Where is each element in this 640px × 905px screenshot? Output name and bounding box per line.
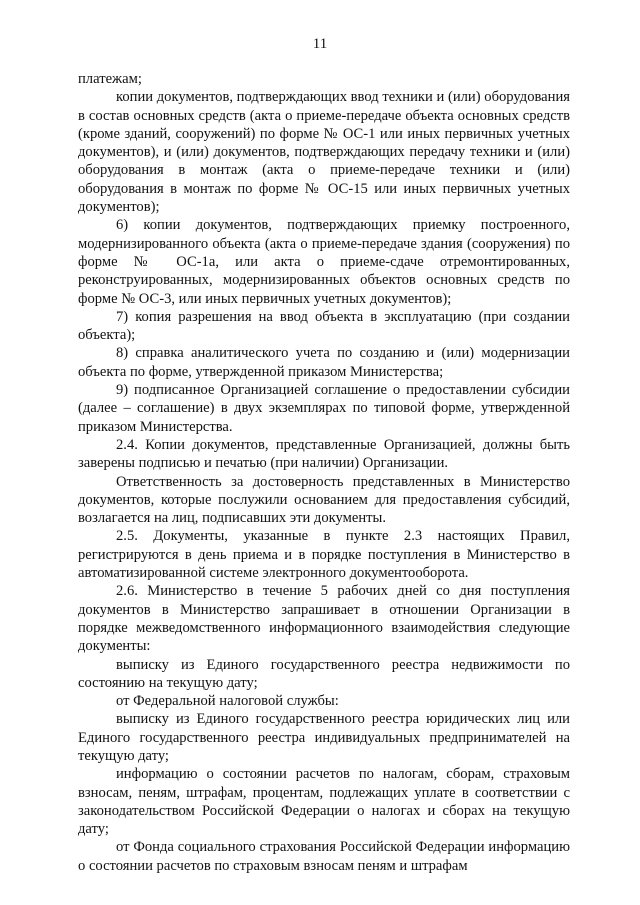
paragraph: информацию о состоянии расчетов по налогам, сборам, страховым взносам, пеням, штрафам, процентам, подлежащих уплате в соответствии с законодательством Российской Федерации о налогах и сборах на текущую дату;: [78, 766, 570, 838]
paragraph: 2.4. Копии документов, представленные Организацией, должны быть заверены подписью и печатью (при наличии) Организации.: [78, 436, 570, 472]
document-body: [78, 70, 570, 875]
paragraph: выписку из Единого государственного реестра юридических лиц или Единого государственного реестра индивидуальных предпринимателей на текущую дату;: [78, 711, 570, 764]
paragraph: Ответственность за достоверность представленных в Министерство документов, которые послужили основанием для предоставления субсидий, возлагается на лиц, подписавших эти документы.: [78, 473, 570, 527]
paragraph: копии документов, подтверждающих ввод техники и (или) оборудования в состав основных средств (акта о приеме-передаче объекта основных средств (кроме зданий, сооружений) по форме № ОС-1 или иных первичных учетных документов), и (или) документов, подтверждающих передачу техники и (или) оборудования в монтаж (акта о приеме-передаче техники и (или) оборудования в монтаж по форме № ОС-15 или иных первичных учетных документов);: [78, 89, 570, 216]
paragraph: от Фонда социального страхования Российской Федерации информацию о состоянии расчетов по страховым взносам пеням и штрафам: [78, 839, 570, 874]
paragraph: 2.5. Документы, указанные в пункте 2.3 настоящих Правил, регистрируются в день приема и в порядке поступления в Министерство в автоматизированной системе электронного документооборота.: [78, 528, 570, 582]
paragraph: от Федеральной налоговой службы:: [116, 693, 339, 710]
paragraph: 8) справка аналитического учета по созданию и (или) модернизации объекта по форме, утвержденной приказом Министерства;: [78, 345, 570, 380]
paragraph: 6) копии документов, подтверждающих приемку построенного, модернизированного объекта (акта о приеме-передаче здания (сооружения) по форме № ОС-1а, или акта о приеме-сдаче отремонтированных, реконструированных, модернизированных объектов основных средств по форме № ОС-3, или иных первичных учетных документов);: [78, 217, 570, 307]
page-number: 11: [312, 36, 328, 52]
paragraph: выписку из Единого государственного реестра недвижимости по состоянию на текущую дату;: [78, 656, 570, 691]
paragraph: 9) подписанное Организацией соглашение о предоставлении субсидии (далее – соглашение) в двух экземплярах по типовой форме, утвержденной приказом Министерства.: [78, 382, 570, 435]
paragraph: 2.6. Министерство в течение 5 рабочих дней со дня поступления документов в Министерство запрашивает в отношении Организации в порядке межведомственного информационного взаимодействия следующие документы:: [78, 583, 570, 655]
paragraph: платежам;: [78, 71, 142, 87]
paragraph: 7) копия разрешения на ввод объекта в эксплуатацию (при создании объекта);: [78, 308, 570, 344]
